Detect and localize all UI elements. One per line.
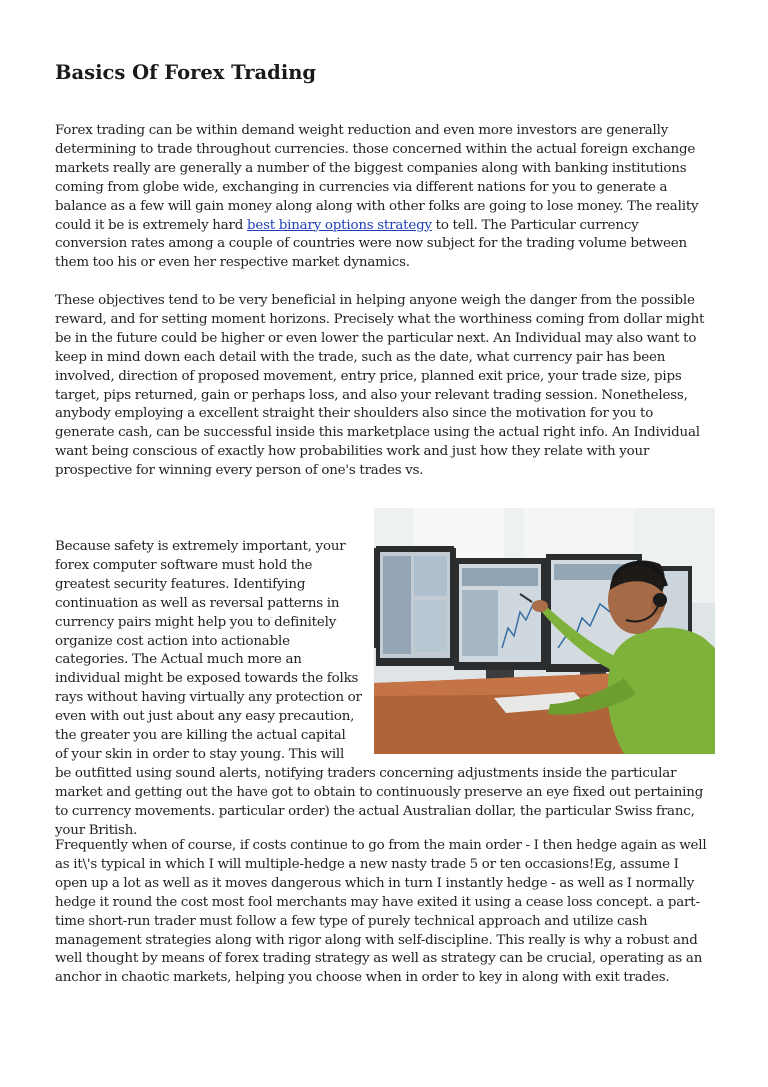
best-binary-options-strategy-link[interactable]: best binary options strategy (246, 217, 432, 233)
paragraph-3 (55, 538, 711, 841)
paragraph-1 (55, 122, 711, 273)
paragraph-2: These objectives tend to be very beneficial in helping anyone weigh the danger from the possible reward, and for setting moment horizons. Precisely what the worthiness coming from dollar might be in the future could be higher or even lower the particular next. An Individual may also want to keep in mind down each detail with the trade, such as the date, what currency pair has been involved, direction of proposed movement, entry price, planned exit price, your trade size, pips target, pips returned, gain or perhaps loss, and also your relevant trading session. Nonetheless, anybody employing a excellent straight their shoulders also since the motivation for you to generate cash, can be successful inside this marketplace using the actual right info. An Individual want being conscious of exactly how probabilities work and just how they relate with your prospective for winning every person of one's trades vs. (55, 293, 705, 479)
paragraph-4: Frequently when of course, if costs continue to go from the main order - I then hedge again as well as it\'s typical in which I will multiple-hedge a new nasty trade 5 or ten occasions!Eg, assume I open up a lot as well as it moves dangerous which in turn I instantly hedge - as well as I normally hedge it round the cost most fool merchants may have exited it using a cease loss concept. a part-time short-run trader must follow a few type of purely technical approach and utilize cash management strategies along with rigor along with self-discipline. This really is why a robust and well thought by means of forex trading strategy as well as strategy can be crucial, operating as an anchor in chaotic markets, helping you choose when in order to key in along with exit trades. (55, 838, 707, 986)
page-title: Basics Of Forex Trading (55, 61, 317, 84)
paragraph-3-text: Because safety is extremely important, your forex computer software must hold the greatest security features. Identifying continuation as well as reversal patterns in currency pairs might help you to definitely organize cost action into actionable categories. The Actual much more an individual might be exposed towards the folks rays without having virtually any protection or even with out just about any easy precaution, the greater you are killing the actual capital of your skin in order to stay young. This will be outfitted using sound alerts, notifying traders concerning adjustments inside the particular market and getting out the have got to obtain to continuously preserve an eye fixed out pertaining to currency movements. particular order) the actual Australian dollar, the particular Swiss franc, your British. (55, 539, 704, 838)
paragraph-1-text-before: Forex trading can be within demand weight reduction and even more investors are generally determining to trade throughout currencies. those concerned within the actual foreign exchange markets really are generally a number of the biggest companies along with banking institutions coming from globe wide, exchanging in currencies via different nations for you to generate a balance as a few will gain money along along with other folks are going to lose money. The reality could it be is extremely hard (55, 123, 699, 233)
trader-monitors-photo (374, 508, 715, 754)
paragraph-1-text-after: to tell. The Particular currency conversion rates among a couple of countries were now subject for the trading volume between them too his or even her respective market dynamics. (55, 217, 687, 271)
